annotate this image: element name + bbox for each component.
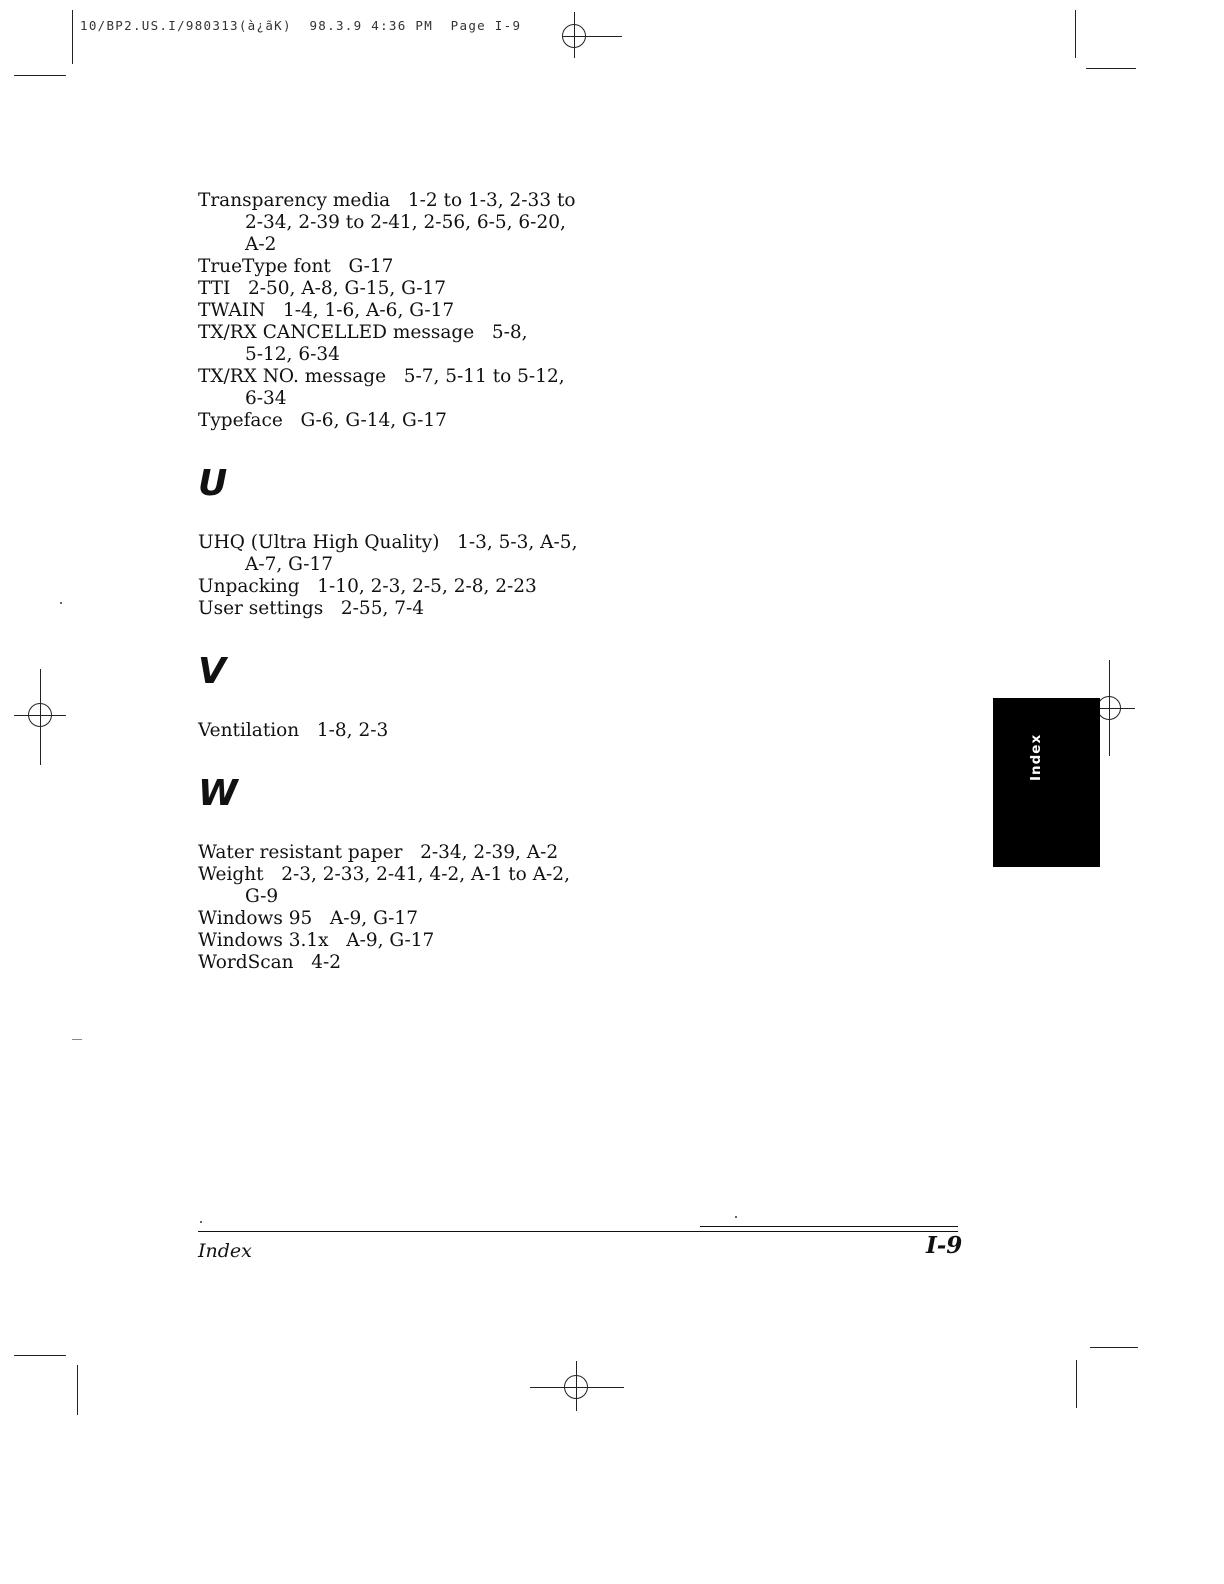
speck <box>60 602 62 604</box>
crop-mark <box>14 75 66 76</box>
index-entry <box>198 190 798 256</box>
index-section <box>198 190 798 432</box>
index-entry <box>198 842 798 864</box>
speck <box>200 1221 202 1223</box>
index-refs: 2-34, 2-39, A-2 <box>420 842 559 863</box>
index-list <box>198 190 798 974</box>
index-entry <box>198 278 798 300</box>
index-entry <box>198 930 798 952</box>
index-term: Windows 3.1x <box>198 930 329 951</box>
index-refs: 2-3, 2-33, 2-41, 4-2, A-1 to A-2, <box>281 864 570 885</box>
index-term: TX/RX CANCELLED message <box>198 322 475 343</box>
crop-mark <box>1086 68 1136 69</box>
footer-rule <box>198 1231 958 1232</box>
index-section <box>198 773 798 974</box>
index-refs: 1-8, 2-3 <box>316 720 389 741</box>
index-entry <box>198 598 798 620</box>
index-entry <box>198 908 798 930</box>
index-entry <box>198 952 798 974</box>
section-letter-w: W <box>198 773 238 814</box>
index-term: Unpacking <box>198 576 300 597</box>
speck <box>735 1216 737 1218</box>
footer-section-label: Index <box>198 1240 252 1262</box>
index-term: Weight <box>198 864 264 885</box>
index-entry <box>198 256 798 278</box>
index-refs-cont: 6-34 <box>245 388 287 409</box>
index-refs-cont: 2-34, 2-39 to 2-41, 2-56, 6-5, 6-20, <box>245 212 566 233</box>
index-refs-cont: 5-12, 6-34 <box>245 344 340 365</box>
index-entry <box>198 300 798 322</box>
speck <box>72 1039 82 1040</box>
crop-mark <box>72 10 73 64</box>
index-refs-cont: A-2 <box>245 234 277 255</box>
index-term: User settings <box>198 598 324 619</box>
index-term: Windows 95 <box>198 908 313 929</box>
index-refs: 5-7, 5-11 to 5-12, <box>403 366 565 387</box>
index-refs-cont: G-9 <box>245 886 279 907</box>
index-term: TrueType font <box>198 256 331 277</box>
index-refs: 1-4, 1-6, A-6, G-17 <box>282 300 455 321</box>
index-entry <box>198 576 798 598</box>
index-refs-cont: A-7, G-17 <box>245 554 334 575</box>
index-term: Typeface <box>198 410 283 431</box>
index-refs: G-17 <box>348 256 394 277</box>
index-entry <box>198 410 798 432</box>
index-term: TTI <box>198 278 231 299</box>
section-letter-u: U <box>198 463 228 504</box>
index-entry <box>198 864 798 908</box>
index-section <box>198 463 798 620</box>
index-refs: 1-10, 2-3, 2-5, 2-8, 2-23 <box>317 576 537 597</box>
index-term: Water resistant paper <box>198 842 403 863</box>
index-entry <box>198 720 798 742</box>
index-entry <box>198 366 798 410</box>
index-term: TX/RX NO. message <box>198 366 387 387</box>
crop-mark <box>1090 1347 1138 1348</box>
index-refs: 1-2 to 1-3, 2-33 to <box>407 190 576 211</box>
index-refs: A-9, G-17 <box>329 908 418 929</box>
footer-rule-short <box>700 1226 958 1227</box>
index-refs: 4-2 <box>311 952 342 973</box>
page-number: I-9 <box>926 1232 963 1259</box>
index-refs: A-9, G-17 <box>346 930 435 951</box>
index-term: Ventilation <box>198 720 300 741</box>
index-term: Transparency media <box>198 190 391 211</box>
index-term: TWAIN <box>198 300 266 321</box>
crop-mark <box>77 1365 78 1415</box>
section-letter-v: V <box>198 651 226 692</box>
index-refs: 5-8, <box>491 322 528 343</box>
index-term: WordScan <box>198 952 294 973</box>
index-section <box>198 651 798 742</box>
crop-mark <box>14 1355 66 1356</box>
crop-mark <box>1076 1360 1077 1408</box>
index-refs: 1-3, 5-3, A-5, <box>457 532 578 553</box>
index-entry <box>198 322 798 366</box>
index-entry <box>198 532 798 576</box>
print-slug: 10/BP2.US.I/980313(à¿ãK) 98.3.9 4:36 PM Page I-9 <box>80 18 522 33</box>
crop-mark <box>1075 10 1076 58</box>
index-thumb-tab <box>993 698 1100 867</box>
index-term: UHQ (Ultra High Quality) <box>198 532 440 553</box>
index-refs: G-6, G-14, G-17 <box>300 410 447 431</box>
index-refs: 2-50, A-8, G-15, G-17 <box>248 278 447 299</box>
index-refs: 2-55, 7-4 <box>340 598 425 619</box>
